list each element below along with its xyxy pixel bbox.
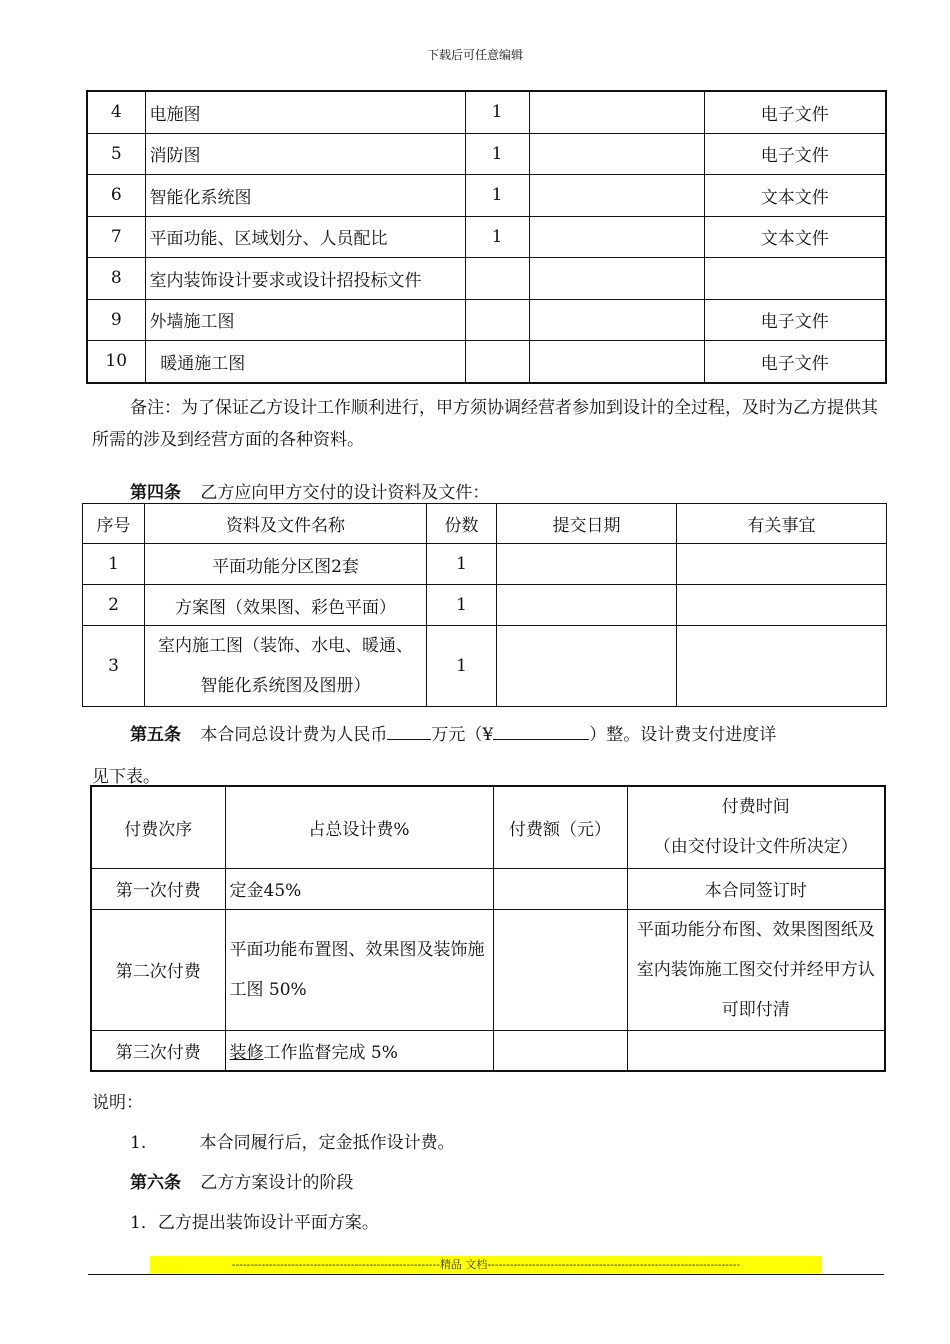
table-row	[87, 341, 886, 383]
cell-time	[627, 1030, 885, 1071]
cell-qty: 1	[427, 626, 497, 707]
article-5	[130, 720, 776, 745]
cell-blank	[529, 299, 704, 341]
table-header-row	[91, 786, 885, 868]
footer-divider	[88, 1274, 884, 1275]
article-4-title: 第四条	[130, 483, 181, 503]
article-5-text-c: ）整。设计费支付进度详	[589, 725, 777, 745]
cell-blank	[529, 258, 704, 300]
cell-qty	[465, 299, 529, 341]
table-row	[87, 91, 886, 133]
cell-name: 平面功能、区域划分、人员配比	[145, 216, 465, 258]
table-row	[83, 626, 887, 707]
table-row	[87, 299, 886, 341]
cell-remark: 文本文件	[704, 216, 886, 258]
cell-amount	[493, 909, 627, 1030]
cell-name: 平面功能分区图2套	[145, 544, 427, 585]
cell-remark	[677, 626, 887, 707]
cell-remark: 文本文件	[704, 175, 886, 217]
cell-time: 本合同签订时	[627, 868, 885, 909]
amount-blank	[387, 723, 431, 740]
header-qty: 份数	[427, 504, 497, 544]
cell-qty: 1	[427, 585, 497, 626]
cell-qty	[465, 341, 529, 383]
cell-date	[497, 626, 677, 707]
cell-percent: 定金45%	[225, 868, 493, 909]
cell-remark: 电子文件	[704, 133, 886, 175]
cell-order: 第一次付费	[91, 868, 225, 909]
cell-remark: 电子文件	[704, 299, 886, 341]
cell-time: 平面功能分布图、效果图图纸及室内装饰施工图交付并经甲方认可即付清	[627, 909, 885, 1030]
cell-no: 8	[87, 258, 145, 300]
article-6-item: 1．乙方提出装饰设计平面方案。	[130, 1213, 379, 1233]
header-note: 下载后可任意编辑	[426, 48, 523, 62]
cell-percent	[225, 1030, 493, 1071]
article-5-continued: 见下表。	[92, 767, 160, 787]
cell-date	[497, 585, 677, 626]
materials-table	[86, 90, 887, 384]
explain-label: 说明：	[92, 1093, 143, 1113]
cell-no: 6	[87, 175, 145, 217]
header-no: 序号	[83, 504, 145, 544]
cell-no: 10	[87, 341, 145, 383]
percent-text: 工作监督完成 5%	[263, 1042, 398, 1063]
cell-name: 暖通施工图	[145, 341, 465, 383]
table-row	[87, 258, 886, 300]
article-6-text: 乙方方案设计的阶段	[200, 1173, 354, 1193]
article-5-text-a: 本合同总设计费为人民币	[200, 725, 388, 745]
header-order: 付费次序	[91, 786, 225, 868]
cell-blank	[529, 341, 704, 383]
cell-qty	[465, 258, 529, 300]
cell-name: 外墙施工图	[145, 299, 465, 341]
cell-no: 5	[87, 133, 145, 175]
cell-name: 室内装饰设计要求或设计招投标文件	[145, 258, 465, 300]
cell-name: 方案图（效果图、彩色平面）	[145, 585, 427, 626]
article-6-title: 第六条	[130, 1173, 181, 1193]
footer-banner: --------------------------------------------------------精品 文档--------------------------------------------------------------------	[150, 1256, 822, 1273]
cell-percent: 平面功能布置图、效果图及装饰施工图 50%	[225, 909, 493, 1030]
cell-name: 电施图	[145, 91, 465, 133]
cell-amount	[493, 1030, 627, 1071]
cell-blank	[529, 91, 704, 133]
article-4-text: 乙方应向甲方交付的设计资料及文件：	[200, 483, 490, 503]
cell-date	[497, 544, 677, 585]
cell-no: 4	[87, 91, 145, 133]
cell-amount	[493, 868, 627, 909]
cell-no: 7	[87, 216, 145, 258]
cell-name: 智能化系统图	[145, 175, 465, 217]
cell-qty: 1	[427, 544, 497, 585]
table-row	[91, 909, 885, 1030]
cell-order: 第三次付费	[91, 1030, 225, 1071]
cell-name: 室内施工图（装饰、水电、暖通、智能化系统图及图册）	[145, 626, 427, 707]
header-time-sub: （由交付设计文件所决定）	[653, 837, 858, 858]
header-date: 提交日期	[497, 504, 677, 544]
table-row	[87, 133, 886, 175]
cell-no: 9	[87, 299, 145, 341]
cell-no: 3	[83, 626, 145, 707]
underlined-text: 装修	[229, 1042, 264, 1063]
cell-no: 2	[83, 585, 145, 626]
cell-qty: 1	[465, 133, 529, 175]
payment-table	[90, 785, 886, 1072]
cell-qty: 1	[465, 175, 529, 217]
header-time	[627, 786, 885, 868]
header-name: 资料及文件名称	[145, 504, 427, 544]
header-amount: 付费额（元）	[493, 786, 627, 868]
cell-blank	[529, 133, 704, 175]
article-5-text-b: 万元（¥	[431, 725, 494, 745]
cell-qty: 1	[465, 216, 529, 258]
article-6	[130, 1168, 353, 1193]
header-time-label: 付费时间	[721, 797, 790, 818]
cell-remark	[704, 258, 886, 300]
explain-item-number: 1.	[130, 1133, 147, 1153]
table-row	[91, 1030, 885, 1071]
cell-remark	[677, 585, 887, 626]
cell-remark: 电子文件	[704, 341, 886, 383]
cell-blank	[529, 216, 704, 258]
article-4	[130, 478, 489, 503]
header-percent: 占总设计费%	[225, 786, 493, 868]
note-paragraph: 备注：为了保证乙方设计工作顺利进行，甲方须协调经营者参加到设计的全过程，及时为乙方提供其所需的涉及到经营方面的各种资料。	[92, 398, 878, 451]
deliverables-table	[82, 503, 887, 707]
cell-name: 消防图	[145, 133, 465, 175]
table-row	[91, 868, 885, 909]
explain-item	[130, 1128, 455, 1153]
cell-order: 第二次付费	[91, 909, 225, 1030]
cell-no: 1	[83, 544, 145, 585]
cell-blank	[529, 175, 704, 217]
table-row	[87, 216, 886, 258]
cell-qty: 1	[465, 91, 529, 133]
explain-item-text: 本合同履行后，定金抵作设计费。	[199, 1133, 455, 1153]
table-row	[83, 544, 887, 585]
article-5-title: 第五条	[130, 725, 181, 745]
yuan-blank	[493, 723, 589, 740]
cell-remark	[677, 544, 887, 585]
table-row	[83, 585, 887, 626]
table-row	[87, 175, 886, 217]
cell-remark: 电子文件	[704, 91, 886, 133]
header-remark: 有关事宜	[677, 504, 887, 544]
